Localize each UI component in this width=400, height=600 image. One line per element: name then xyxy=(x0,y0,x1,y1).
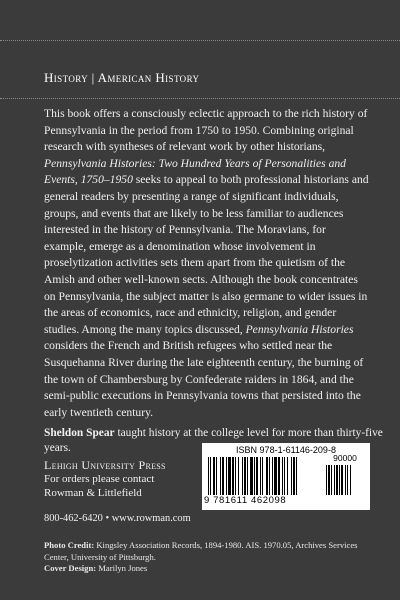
top-dotted-rule xyxy=(0,40,400,42)
subject-dotted-rule xyxy=(0,98,400,100)
contact-phone-web: 800-462-6420 • www.rowman.com xyxy=(44,513,191,524)
photo-credit-text: Kingsley Association Records, 1894-1980. AIS. 1970.05, Archives Services Center, University of Pittsburgh. xyxy=(44,540,358,562)
addon-barcode-bars xyxy=(326,465,364,495)
photo-credit-label: Photo Credit: xyxy=(44,540,95,550)
publisher-name: Lehigh University Press xyxy=(44,458,166,472)
ean-barcode-bars xyxy=(208,457,320,495)
barcode-space xyxy=(297,457,298,495)
author-name: Sheldon Spear xyxy=(44,427,115,439)
orders-line-1: For orders please contact xyxy=(44,473,155,485)
design-credit-label: Cover Design: xyxy=(44,563,97,573)
publisher-info xyxy=(44,458,214,500)
book-description xyxy=(44,106,370,421)
author-bio-text: taught history at the college level for more than thirty-five years. xyxy=(44,427,383,454)
design-credit-text: Marilyn Jones xyxy=(96,563,148,573)
cover-credits xyxy=(44,540,370,575)
book-title-full: Pennsylvania Histories: Two Hundred Years of Personalities and Events, 1750–1950 xyxy=(44,156,346,187)
barcode-space xyxy=(351,465,352,495)
description-part-2: seeks to appeal to both professional historians and general readers by presenting a range of significant individuals, groups, and events that are likely to be less familiar to audiences interested in the history of Pennsylvania. The Moravians, for example, emerge as a denomination whose involvement in proselytization activities sets them apart from the quietism of the Amish and other well-known sects. Although the book concentrates on Pennsylvania, the subject matter is also germane to wider issues in the areas of economics, race and ethnicity, religion, and gender studies. Among the many topics discussed, xyxy=(44,173,369,336)
book-title-short: Pennsylvania Histories xyxy=(245,322,354,336)
isbn-barcode xyxy=(202,443,370,510)
description-paragraph xyxy=(44,106,370,421)
design-credit xyxy=(44,563,370,575)
subject-category: History | American History xyxy=(44,70,200,85)
description-part-1: This book offers a consciously eclectic approach to the rich history of Pennsylvania in the period from 1750 to 1950. Combining original research with syntheses of relevant work by other historians, xyxy=(44,107,368,154)
orders-line-2: Rowman & Littlefield xyxy=(44,487,142,499)
ean-number: 9 781611 462098 xyxy=(204,495,287,506)
description-part-3: considers the French and British refugees who settled near the Susquehanna River during the late eighteenth century, the burning of the town of Chambersburg by Confederate raiders in 1864, and the semi-public executions in Pennsylvania towns that persisted into the early twentieth century. xyxy=(44,339,364,419)
price-addon-number: 90000 xyxy=(333,453,357,463)
photo-credit xyxy=(44,540,370,563)
isbn-number: ISBN 978-1-61146-209-8 xyxy=(236,445,336,455)
